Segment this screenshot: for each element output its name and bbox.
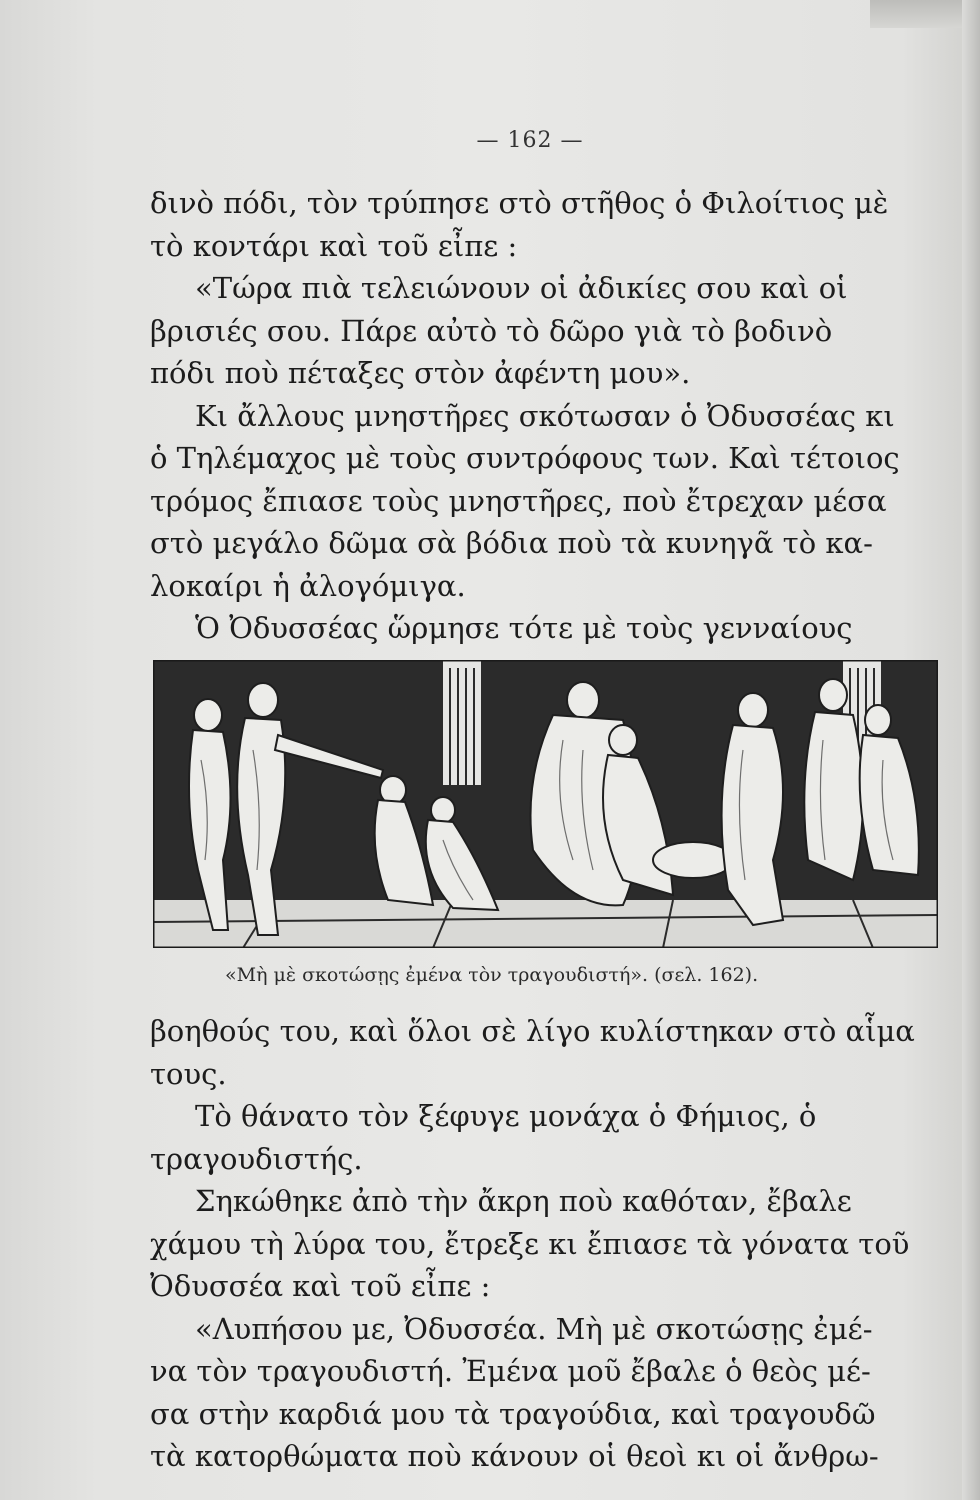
text-block-bottom <box>150 1010 940 1478</box>
text-line: να τὸν τραγουδιστή. Ἐμένα μοῦ ἔβαλε ὁ θεὸς μέ- <box>150 1354 871 1388</box>
text-block-top <box>150 182 940 650</box>
text-line: τρόμος ἔπιασε τοὺς μνηστῆρες, ποὺ ἔτρεχαν μέσα <box>150 483 887 518</box>
text-line: τὸ κοντάρι καὶ τοῦ εἶπε : <box>150 228 518 263</box>
text-line: τραγουδιστής. <box>150 1141 363 1176</box>
page-number: — 162 — <box>476 128 584 153</box>
text-line: τὰ κατορθώματα ποὺ κάνουν οἱ θεοὶ κι οἱ ἄνθρω- <box>150 1439 879 1473</box>
text-line: ὁ Τηλέμαχος μὲ τοὺς συντρόφους των. Καὶ τέτοιος <box>150 441 900 475</box>
text-line: βρισιές σου. Πάρε αὐτὸ τὸ δῶρο γιὰ τὸ βοδινὸ <box>150 313 833 348</box>
text-line: λοκαίρι ἡ ἀλογόμιγα. <box>150 568 466 603</box>
column-left <box>443 660 481 785</box>
page-edge-right <box>962 0 980 1500</box>
illustration-engraving <box>153 660 938 948</box>
text-line: τους. <box>150 1056 227 1091</box>
figure-caption: «Μὴ μὲ σκοτώσῃς ἐμένα τὸν τραγουδιστή». (σελ. 162). <box>225 964 759 986</box>
text-line: Σηκώθηκε ἀπὸ τὴν ἄκρη ποὺ καθόταν, ἔβαλε <box>195 1184 852 1218</box>
text-line: Τὸ θάνατο τὸν ξέφυγε μονάχα ὁ Φήμιος, ὁ <box>195 1099 817 1133</box>
text-line: «Λυπήσου με, Ὀδυσσέα. Μὴ μὲ σκοτώσῃς ἐμέ- <box>195 1311 873 1346</box>
text-line: βοηθούς του, καὶ ὅλοι σὲ λίγο κυλίστηκαν στὸ αἷμα <box>150 1014 915 1048</box>
text-line: Κι ἄλλους μνηστῆρες σκότωσαν ὁ Ὀδυσσέας κι <box>195 398 895 433</box>
illustration-image <box>153 660 938 948</box>
text-line: χάμου τὴ λύρα του, ἔτρεξε κι ἔπιασε τὰ γόνατα τοῦ <box>150 1226 910 1261</box>
text-line: στὸ μεγάλο δῶμα σὰ βόδια ποὺ τὰ κυνηγᾶ τὸ κα- <box>150 526 873 560</box>
text-line: σα στὴν καρδιά μου τὰ τραγούδια, καὶ τραγουδῶ <box>150 1396 876 1431</box>
text-line: «Τώρα πιὰ τελειώνουν οἱ ἀδικίες σου καὶ οἱ <box>195 271 848 305</box>
text-line: πόδι ποὺ πέταξες στὸν ἀφέντη μου». <box>150 356 691 390</box>
text-line: Ὁ Ὀδυσσέας ὥρμησε τότε μὲ τοὺς γενναίους <box>195 611 853 645</box>
text-line: δινὸ πόδι, τὸν τρύπησε στὸ στῆθος ὁ Φιλοίτιος μὲ <box>150 186 889 220</box>
text-line: Ὀδυσσέα καὶ τοῦ εἶπε : <box>150 1269 491 1303</box>
